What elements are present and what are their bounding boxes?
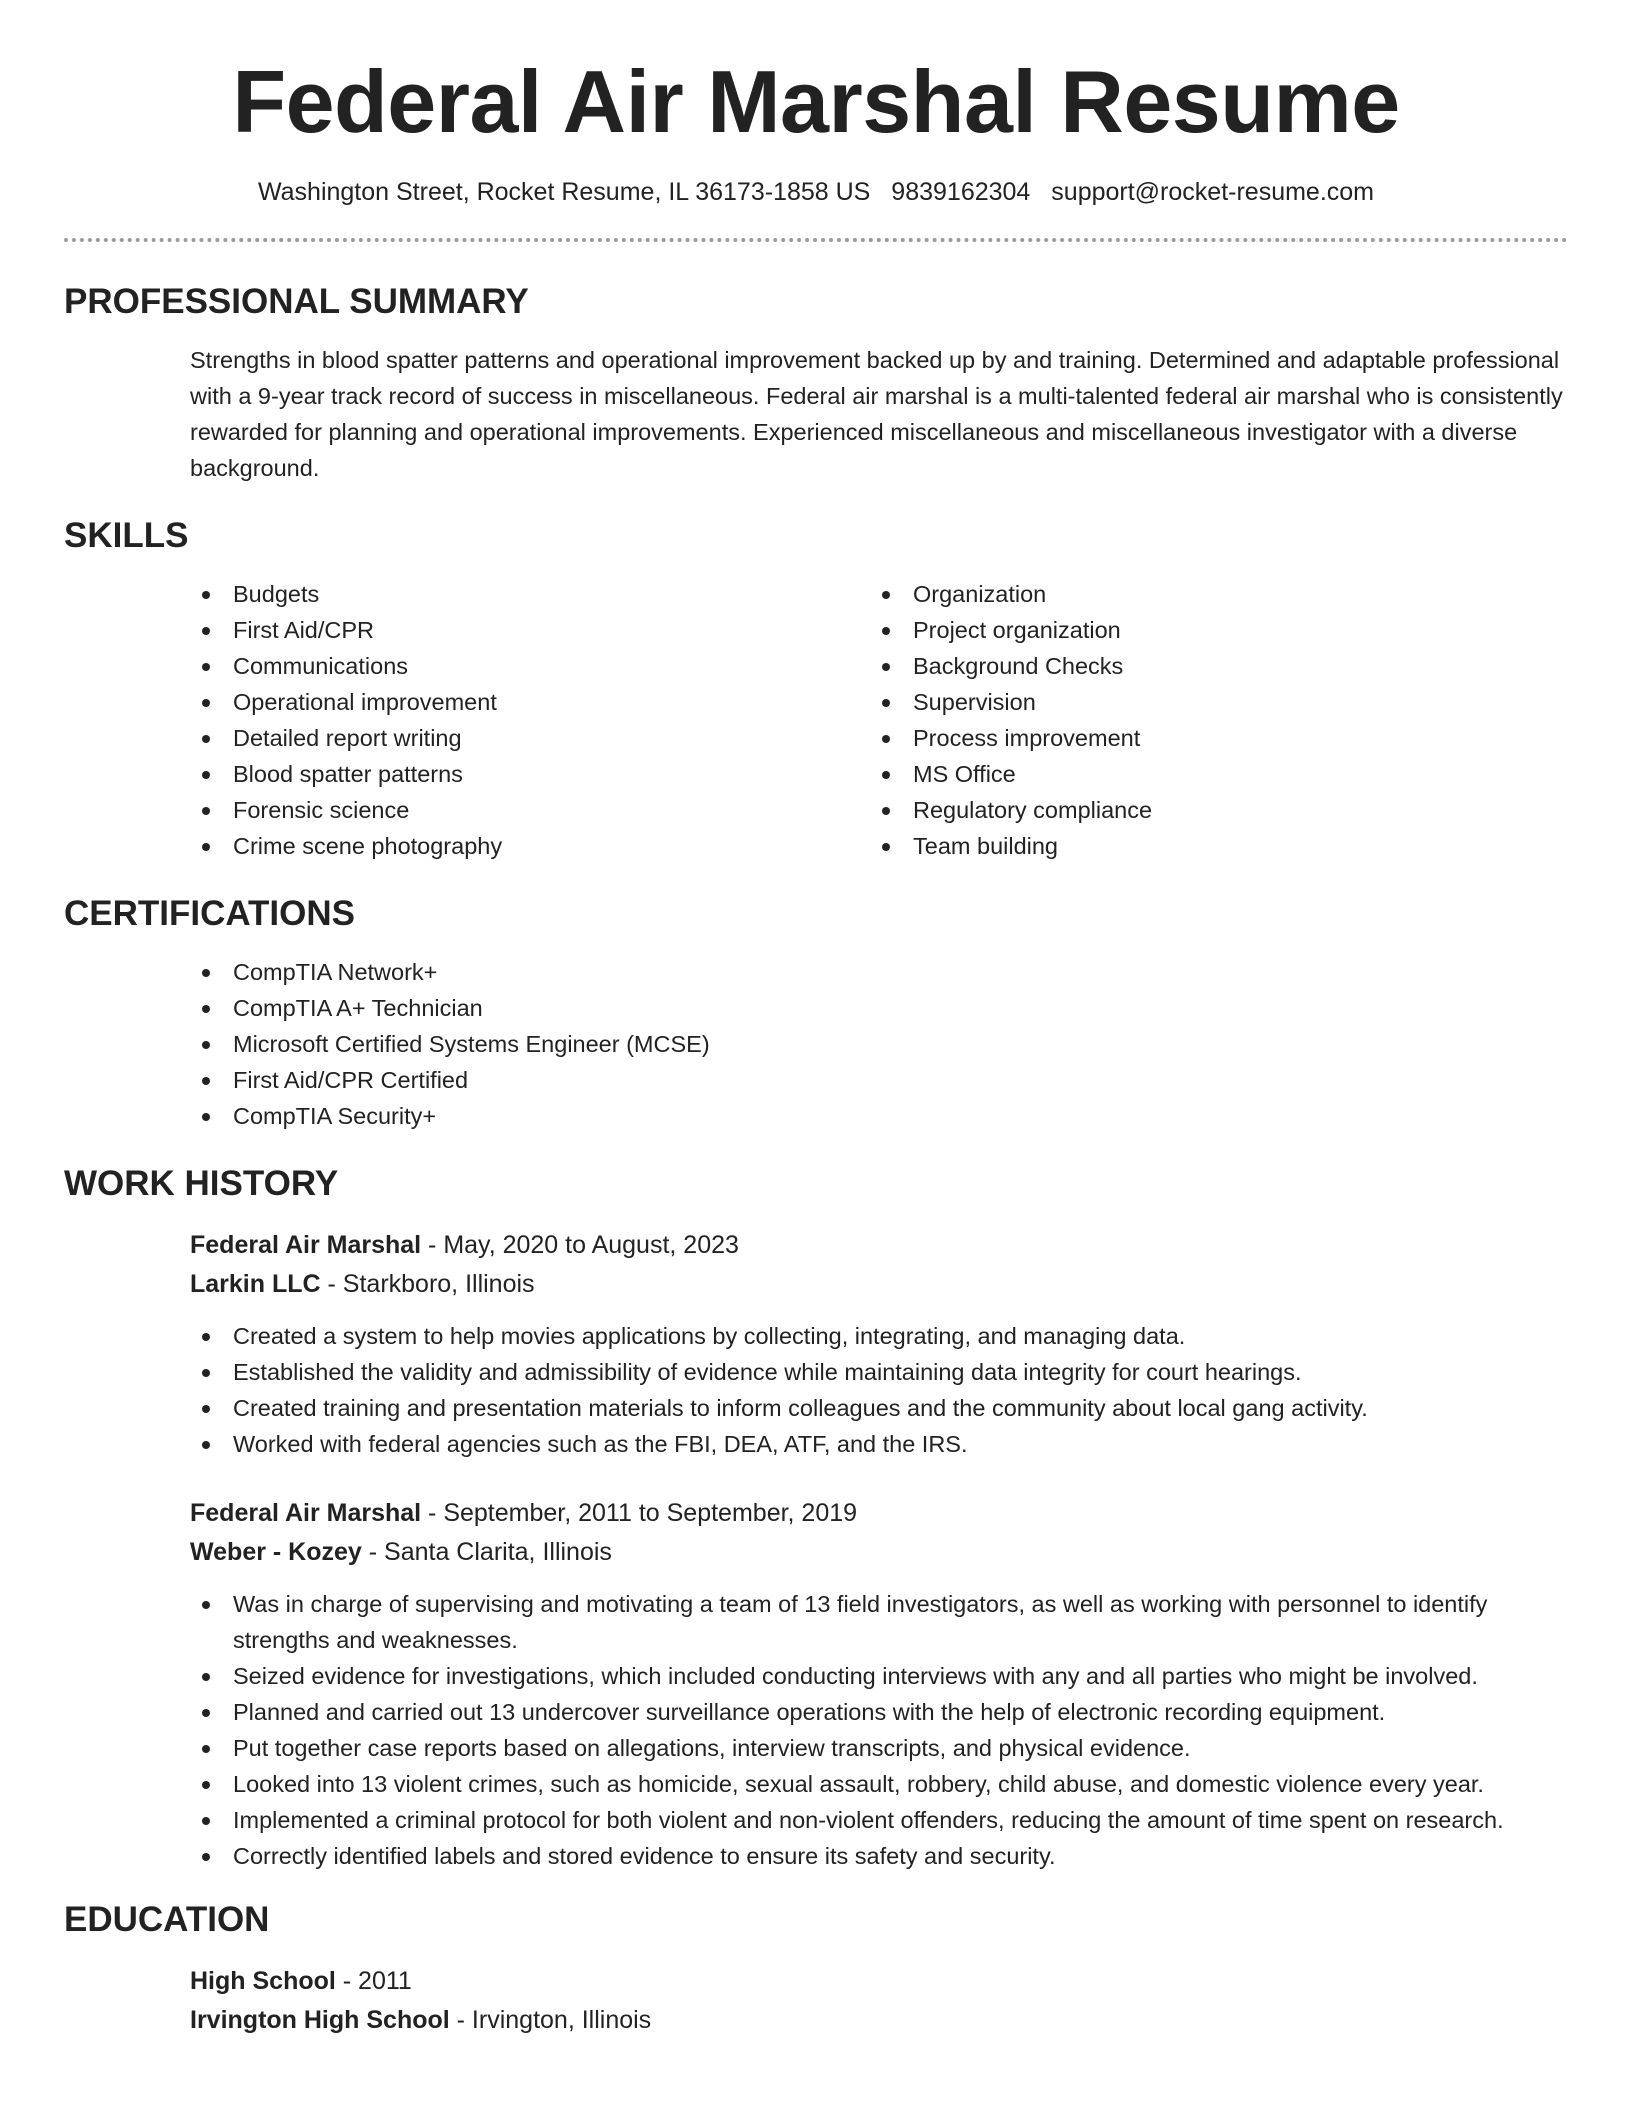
- job-dates: - September, 2011 to September, 2019: [421, 1499, 858, 1527]
- skill-item: Forensic science: [190, 792, 870, 828]
- header-divider: [64, 238, 1568, 242]
- job-entry: [190, 1226, 1568, 1462]
- job-dates: - May, 2020 to August, 2023: [421, 1231, 739, 1259]
- job-duty: Worked with federal agencies such as the FBI, DEA, ATF, and the IRS.: [190, 1426, 1568, 1462]
- job-duty: Planned and carried out 13 undercover surveillance operations with the help of electronic recording equipment.: [190, 1694, 1568, 1730]
- skills-list-left: [190, 576, 870, 864]
- certifications-heading: CERTIFICATIONS: [64, 894, 356, 933]
- skill-item: Budgets: [190, 576, 870, 612]
- skill-item: Project organization: [870, 612, 1550, 648]
- job-duty: Looked into 13 violent crimes, such as homicide, sexual assault, robbery, child abuse, and domestic violence every year.: [190, 1766, 1568, 1802]
- job-duty: Created training and presentation materials to inform colleagues and the community about local gang activity.: [190, 1390, 1568, 1426]
- summary-heading: PROFESSIONAL SUMMARY: [64, 282, 529, 321]
- certification-item: CompTIA Security+: [190, 1098, 1568, 1134]
- skill-item: Regulatory compliance: [870, 792, 1550, 828]
- job-location: - Santa Clarita, Illinois: [361, 1538, 612, 1566]
- job-duties-list: [190, 1318, 1568, 1462]
- job-company: Larkin LLC: [190, 1270, 321, 1298]
- skill-item: Process improvement: [870, 720, 1550, 756]
- education-location: - Irvington, Illinois: [449, 2006, 652, 2034]
- job-duties-list: [190, 1586, 1568, 1874]
- job-duty: Created a system to help movies applications by collecting, integrating, and managing data.: [190, 1318, 1568, 1354]
- skills-heading: SKILLS: [64, 516, 189, 555]
- skill-item: First Aid/CPR: [190, 612, 870, 648]
- skill-item: Detailed report writing: [190, 720, 870, 756]
- certification-item: Microsoft Certified Systems Engineer (MCSE): [190, 1026, 1568, 1062]
- education-school: Irvington High School: [190, 2006, 450, 2034]
- skill-item: Operational improvement: [190, 684, 870, 720]
- education-heading: EDUCATION: [64, 1900, 270, 1939]
- education-entry: [190, 1962, 1568, 2040]
- certifications-section: [64, 892, 1568, 1134]
- summary-text: Strengths in blood spatter patterns and operational improvement backed up by and training. Determined and adaptable professional with a 9-year track record of success in miscellaneous. Federal air marshal is a multi-talented federal air marshal who is consistently rewarded for planning and operational improvements. Experienced miscellaneous and miscellaneous investigator with a diverse background.: [190, 347, 1563, 481]
- job-company-line: [190, 1533, 1568, 1572]
- skill-item: MS Office: [870, 756, 1550, 792]
- certification-item: CompTIA Network+: [190, 954, 1568, 990]
- skill-item: Organization: [870, 576, 1550, 612]
- job-location: - Starkboro, Illinois: [320, 1270, 535, 1298]
- skill-item: Communications: [190, 648, 870, 684]
- job-entry: [190, 1494, 1568, 1874]
- job-company-line: [190, 1265, 1568, 1304]
- certification-item: First Aid/CPR Certified: [190, 1062, 1568, 1098]
- job-duty: Was in charge of supervising and motivating a team of 13 field investigators, as well as working with personnel to identify strengths and weaknesses.: [190, 1586, 1568, 1658]
- skill-item: Team building: [870, 828, 1550, 864]
- job-duty: Established the validity and admissibility of evidence while maintaining data integrity for court hearings.: [190, 1354, 1568, 1390]
- skill-item: Background Checks: [870, 648, 1550, 684]
- contact-phone: 9839162304: [891, 178, 1031, 206]
- job-company: Weber - Kozey: [190, 1538, 362, 1566]
- education-year: - 2011: [335, 1967, 412, 1995]
- job-title: Federal Air Marshal: [190, 1499, 422, 1527]
- skill-item: Blood spatter patterns: [190, 756, 870, 792]
- job-title-line: [190, 1226, 1568, 1265]
- job-duty: Implemented a criminal protocol for both violent and non-violent offenders, reducing the amount of time spent on research.: [190, 1802, 1568, 1838]
- certification-item: CompTIA A+ Technician: [190, 990, 1568, 1026]
- skills-columns: [190, 576, 1568, 864]
- education-degree: High School: [190, 1967, 336, 1995]
- contact-email: support@rocket-resume.com: [1051, 178, 1375, 206]
- work-history-section: [64, 1162, 1568, 1874]
- certifications-list: [190, 954, 1568, 1134]
- summary-section: [64, 280, 1568, 486]
- job-title: Federal Air Marshal: [190, 1231, 422, 1259]
- contact-address: Washington Street, Rocket Resume, IL 36173-1858 US: [257, 178, 871, 206]
- contact-line: [64, 174, 1568, 210]
- education-section: [64, 1898, 1568, 2040]
- skill-item: Crime scene photography: [190, 828, 870, 864]
- skill-item: Supervision: [870, 684, 1550, 720]
- page-title: Federal Air Marshal Resume: [232, 52, 1400, 151]
- job-duty: Put together case reports based on allegations, interview transcripts, and physical evidence.: [190, 1730, 1568, 1766]
- education-degree-line: [190, 1962, 1568, 2001]
- education-school-line: [190, 2001, 1568, 2040]
- job-duty: Correctly identified labels and stored evidence to ensure its safety and security.: [190, 1838, 1568, 1874]
- work-history-heading: WORK HISTORY: [64, 1164, 339, 1203]
- job-title-line: [190, 1494, 1568, 1533]
- job-duty: Seized evidence for investigations, which included conducting interviews with any and all parties who might be involved.: [190, 1658, 1568, 1694]
- skills-section: [64, 514, 1568, 864]
- skills-list-right: [870, 576, 1550, 864]
